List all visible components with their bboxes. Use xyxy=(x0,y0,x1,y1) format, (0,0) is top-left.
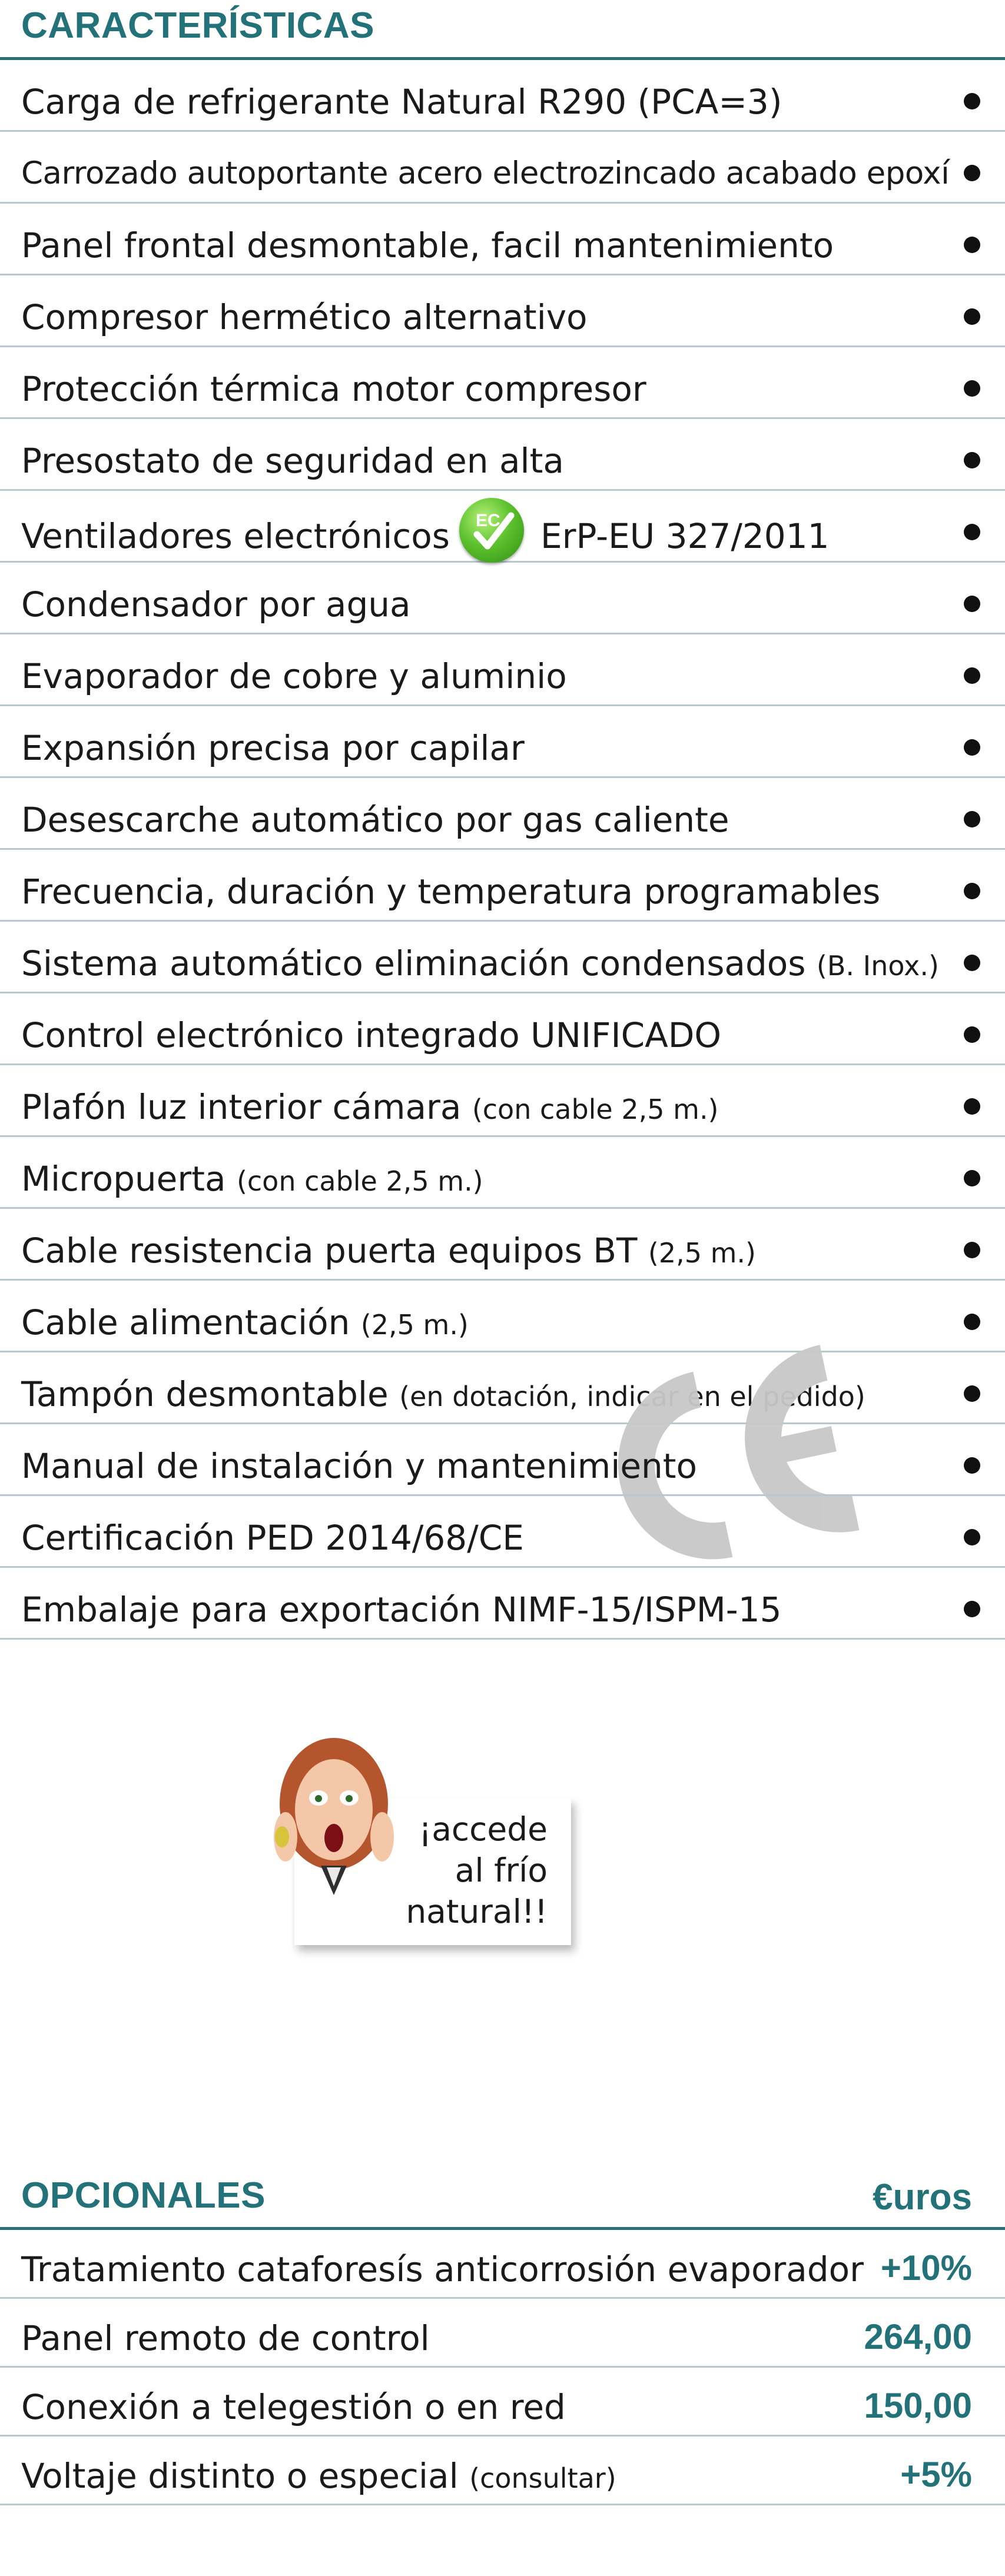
feature-row xyxy=(0,491,1005,563)
bullet-icon xyxy=(964,1314,980,1330)
option-note: (consultar) xyxy=(469,2462,616,2494)
feature-row xyxy=(0,1568,1005,1640)
mascot-illustration xyxy=(268,1733,403,1904)
feature-label: Control electrónico integrado UNIFICADO xyxy=(21,1015,722,1055)
bullet-icon xyxy=(964,955,980,971)
feature-note: (con cable 2,5 m.) xyxy=(472,1093,719,1125)
bullet-icon xyxy=(964,1026,980,1043)
feature-row xyxy=(0,347,1005,419)
feature-row xyxy=(0,1209,1005,1281)
feature-label: Certificación PED 2014/68/CE xyxy=(21,1518,524,1558)
feature-label: Plafón luz interior cámara xyxy=(21,1087,462,1127)
option-label: Tratamiento cataforesís anticorrosión evaporador xyxy=(21,2249,864,2289)
feature-label: Sistema automático eliminación condensados xyxy=(21,943,806,983)
feature-row xyxy=(0,850,1005,922)
feature-note: (con cable 2,5 m.) xyxy=(236,1165,483,1197)
ec-check-icon xyxy=(459,498,524,563)
bullet-icon xyxy=(964,1457,980,1474)
feature-row xyxy=(0,634,1005,706)
currency-label: €uros xyxy=(873,2177,972,2218)
bullet-icon xyxy=(964,452,980,468)
feature-row xyxy=(0,1281,1005,1352)
feature-label: Micropuerta xyxy=(21,1159,226,1199)
bullet-icon xyxy=(964,237,980,253)
feature-label: Compresor hermético alternativo xyxy=(21,297,588,337)
feature-row xyxy=(0,993,1005,1065)
feature-row xyxy=(0,204,1005,275)
bullet-icon xyxy=(964,1170,980,1186)
feature-row xyxy=(0,1065,1005,1137)
feature-label: Evaporador de cobre y aluminio xyxy=(21,656,567,696)
bullet-icon xyxy=(964,596,980,612)
bullet-icon xyxy=(964,93,980,109)
ec-badge-text: EC xyxy=(475,511,500,530)
option-label: Voltaje distinto o especial xyxy=(21,2456,459,2496)
feature-label: Cable alimentación xyxy=(21,1302,350,1342)
feature-label: Carrozado autoportante acero electrozincado acabado epoxí xyxy=(21,155,950,191)
bullet-icon xyxy=(964,165,980,181)
feature-row xyxy=(0,1137,1005,1209)
feature-label: Embalaje para exportación NIMF-15/ISPM-15 xyxy=(21,1590,782,1630)
feature-row xyxy=(0,1496,1005,1568)
feature-row xyxy=(0,563,1005,634)
feature-label: Frecuencia, duración y temperatura programables xyxy=(21,872,881,912)
bullet-icon xyxy=(964,1098,980,1115)
feature-row xyxy=(0,132,1005,204)
feature-row xyxy=(0,275,1005,347)
feature-label: Protección térmica motor compresor xyxy=(21,369,646,409)
promo-text: ¡accede al frío natural!! xyxy=(406,1810,548,1930)
opcionales-title: OPCIONALES xyxy=(21,2175,266,2216)
ce-mark-text: CE xyxy=(584,1365,599,1380)
option-label: Conexión a telegestión o en red xyxy=(21,2387,566,2427)
bullet-icon xyxy=(964,308,980,325)
feature-label: Cable resistencia puerta equipos BT xyxy=(21,1231,638,1271)
option-price: 150,00 xyxy=(864,2386,972,2425)
feature-label: Presostato de seguridad en alta xyxy=(21,441,564,481)
option-row xyxy=(0,2368,1005,2437)
caracteristicas-title: CARACTERÍSTICAS xyxy=(21,5,374,46)
feature-note: (2,5 m.) xyxy=(360,1309,469,1341)
feature-label: Expansión precisa por capilar xyxy=(21,728,525,768)
bullet-icon xyxy=(964,1242,980,1258)
bullet-icon xyxy=(964,524,980,540)
option-price: +5% xyxy=(900,2455,972,2494)
option-row xyxy=(0,2230,1005,2299)
feature-row xyxy=(0,1424,1005,1496)
feature-label: Condensador por agua xyxy=(21,584,411,624)
bullet-icon xyxy=(964,811,980,827)
feature-label: Ventiladores electrónicos xyxy=(21,516,450,557)
feature-row xyxy=(0,60,1005,132)
erp-standard-label: ErP-EU 327/2011 xyxy=(540,516,830,557)
bullet-icon xyxy=(964,1601,980,1617)
feature-label: Panel frontal desmontable, facil mantenimiento xyxy=(21,225,834,265)
feature-note: (en dotación, indicar en el pedido) xyxy=(399,1381,865,1412)
option-label: Panel remoto de control xyxy=(21,2318,430,2358)
bullet-icon xyxy=(964,739,980,756)
feature-label: Carga de refrigerante Natural R290 (PCA=3) xyxy=(21,82,782,122)
option-row xyxy=(0,2437,1005,2505)
feature-label: Tampón desmontable xyxy=(21,1374,389,1414)
option-price: +10% xyxy=(880,2248,972,2288)
feature-row xyxy=(0,922,1005,993)
feature-note: (B. Inox.) xyxy=(816,950,939,982)
bullet-icon xyxy=(964,380,980,397)
feature-row xyxy=(0,419,1005,491)
bullet-icon xyxy=(964,1385,980,1402)
bullet-icon xyxy=(964,1529,980,1545)
feature-row xyxy=(0,706,1005,778)
option-row xyxy=(0,2299,1005,2368)
feature-label: Desescarche automático por gas caliente xyxy=(21,800,729,840)
bullet-icon xyxy=(964,667,980,684)
feature-note: (2,5 m.) xyxy=(648,1237,756,1269)
feature-label: Manual de instalación y mantenimiento xyxy=(21,1446,697,1486)
bullet-icon xyxy=(964,883,980,899)
option-price: 264,00 xyxy=(864,2317,972,2356)
feature-row xyxy=(0,778,1005,850)
